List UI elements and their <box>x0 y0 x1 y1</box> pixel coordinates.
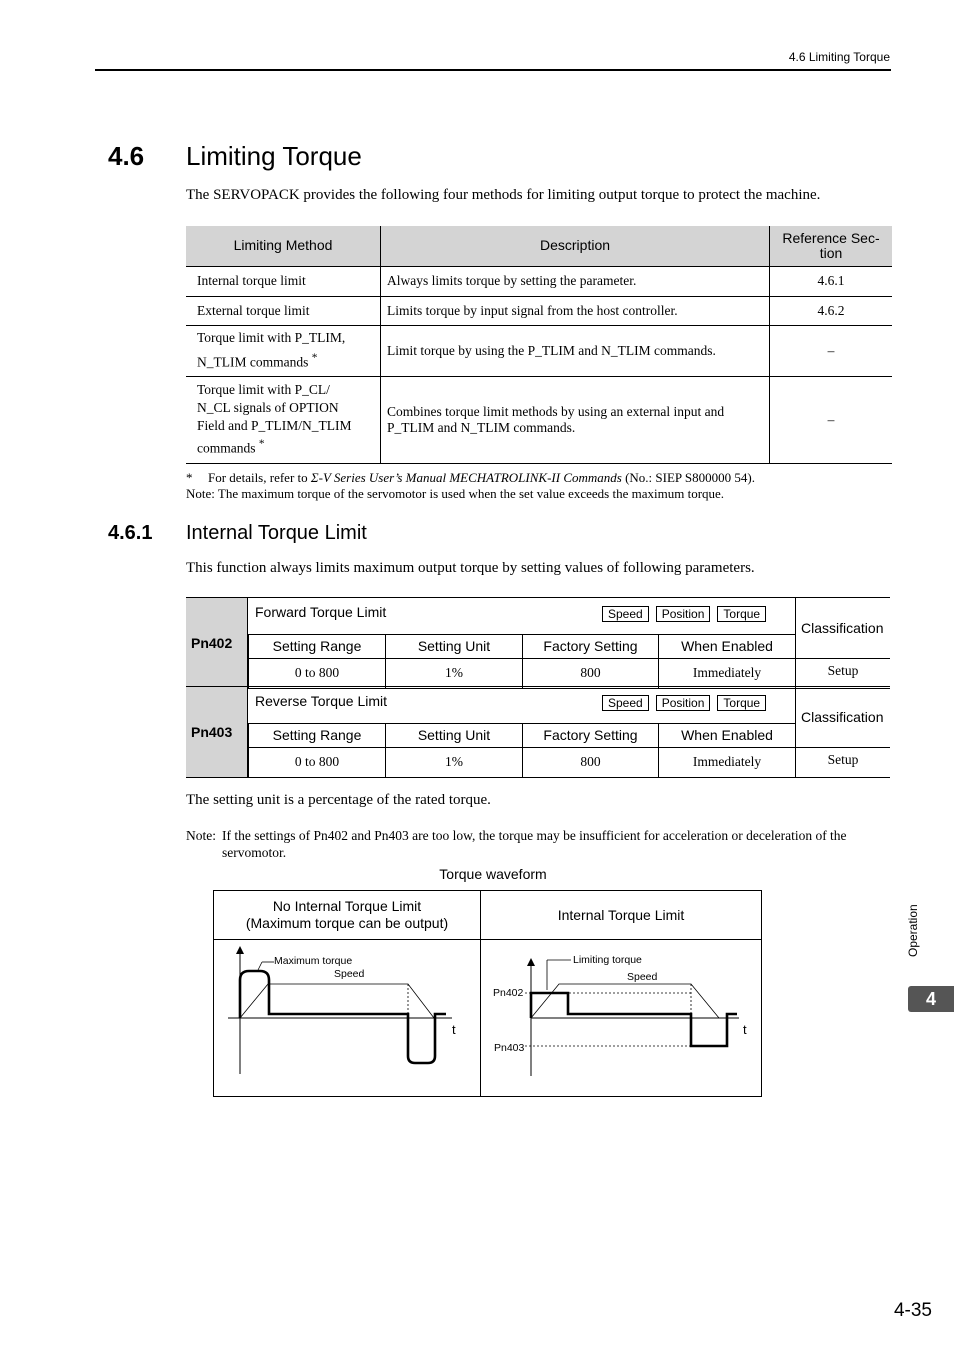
header-rule <box>95 69 891 71</box>
tag-speed: Speed <box>602 606 649 622</box>
waveform-internal-limit <box>481 940 761 1096</box>
torque-note: Note: If the settings of Pn402 and Pn403 are too low, the torque may be insufficient for acceleration or deceleration of the servomotor. <box>186 828 847 860</box>
value-when-enabled: Immediately <box>658 747 795 777</box>
value-when-enabled: Immediately <box>658 658 795 688</box>
description-cell: Combines torque limit methods by using an external input and P_TLIM and N_TLIM commands. <box>381 376 770 463</box>
parameter-number: Pn403 <box>186 687 248 777</box>
parameter-name: Forward Torque Limit <box>255 604 387 620</box>
section-intro: The SERVOPACK provides the following four methods for limiting output torque to protect the machine. <box>186 187 821 203</box>
header-reference-section: Reference Sec- tion <box>770 226 893 266</box>
header-setting-unit: Setting Unit <box>385 634 522 658</box>
footnote-star: * For details, refer to Σ-V Series User’s Manual MECHATROLINK-II Commands (No.: SIEP S800000 54). <box>186 470 755 485</box>
parameter-name: Reverse Torque Limit <box>255 693 388 709</box>
parameter-pn402 <box>186 597 890 689</box>
header-when-enabled: When Enabled <box>658 723 795 747</box>
table-row <box>186 325 892 376</box>
parameter-pn403 <box>186 686 890 778</box>
header-factory-setting: Factory Setting <box>522 723 658 747</box>
waveform-header-left: No Internal Torque Limit (Maximum torque can be output) <box>245 898 449 931</box>
footnotes <box>186 470 755 502</box>
pn403-label: Pn403 <box>494 1042 525 1054</box>
time-label: t <box>452 1022 456 1037</box>
reference-cell: 4.6.2 <box>770 296 893 325</box>
torque-curve <box>531 993 737 1046</box>
unit-note: The setting unit is a percentage of the rated torque. <box>186 792 491 808</box>
limit-torque-label: Limiting torque <box>573 954 642 966</box>
torque-curve <box>240 971 446 1063</box>
method-cell: Torque limit with P_CL/ N_CL signals of OPTION Field and P_TLIM/N_TLIM commands * <box>186 376 381 463</box>
method-cell: External torque limit <box>186 296 381 325</box>
method-cell: Internal torque limit <box>186 266 381 296</box>
header-setting-range: Setting Range <box>248 723 385 747</box>
description-cell: Limit torque by using the P_TLIM and N_TLIM commands. <box>381 325 770 376</box>
pn402-label: Pn402 <box>493 987 524 999</box>
speed-label: Speed <box>334 968 365 980</box>
footnote-note: Note: The maximum torque of the servomotor is used when the set value exceeds the maximum torque. <box>186 486 725 501</box>
max-torque-label: Maximum torque <box>274 955 353 967</box>
classification-label: Classification <box>795 598 890 658</box>
waveform-caption: Torque waveform <box>439 866 547 882</box>
running-head: 4.6 Limiting Torque <box>788 50 890 64</box>
table-row <box>186 296 892 325</box>
chapter-tab: 4 <box>908 986 954 1012</box>
limiting-methods-table <box>186 226 892 464</box>
reference-cell: 4.6.1 <box>770 266 893 296</box>
section-title: Limiting Torque <box>186 141 362 171</box>
classification-value: Setup <box>795 747 890 777</box>
method-cell: Torque limit with P_TLIM, N_TLIM commands * <box>186 325 381 376</box>
header-description: Description <box>381 226 770 266</box>
subsection-title: Internal Torque Limit <box>186 522 367 544</box>
parameter-grid <box>248 634 795 688</box>
tag-torque: Torque <box>717 606 766 622</box>
tag-position: Position <box>656 606 711 622</box>
reference-cell: – <box>770 325 893 376</box>
waveform-header-right: Internal Torque Limit <box>557 907 685 923</box>
reference-cell: – <box>770 376 893 463</box>
speed-label: Speed <box>627 971 658 983</box>
header-setting-unit: Setting Unit <box>385 723 522 747</box>
description-cell: Limits torque by input signal from the host controller. <box>381 296 770 325</box>
table-row <box>186 376 892 463</box>
page-number: 4-35 <box>893 1300 932 1321</box>
time-label: t <box>743 1022 747 1037</box>
subsection-intro: This function always limits maximum output torque by setting values of following parameters. <box>186 560 755 576</box>
header-setting-range: Setting Range <box>248 634 385 658</box>
waveform-no-limit <box>214 940 480 1096</box>
tag-position: Position <box>656 695 711 711</box>
footnote-asterisk: * <box>258 438 265 451</box>
value-setting-range: 0 to 800 <box>248 658 385 688</box>
footnote-asterisk: * <box>311 352 318 365</box>
manual-title: Σ-V Series User’s Manual MECHATROLINK-II Commands <box>310 470 622 485</box>
value-setting-range: 0 to 800 <box>248 747 385 777</box>
tag-torque: Torque <box>717 695 766 711</box>
classification-label: Classification <box>795 687 890 747</box>
control-mode-tags <box>602 606 773 622</box>
parameter-grid <box>248 723 795 777</box>
value-factory-setting: 800 <box>522 658 658 688</box>
header-when-enabled: When Enabled <box>658 634 795 658</box>
control-mode-tags <box>602 695 773 711</box>
description-cell: Always limits torque by setting the parameter. <box>381 266 770 296</box>
tag-speed: Speed <box>602 695 649 711</box>
table-row <box>186 266 892 296</box>
header-limiting-method: Limiting Method <box>186 226 381 266</box>
section-number: 4.6 <box>108 141 145 171</box>
value-factory-setting: 800 <box>522 747 658 777</box>
classification-value: Setup <box>795 658 890 688</box>
subsection-number: 4.6.1 <box>108 522 153 544</box>
value-setting-unit: 1% <box>385 658 522 688</box>
parameter-number: Pn402 <box>186 598 248 688</box>
header-factory-setting: Factory Setting <box>522 634 658 658</box>
chapter-side-label: Operation <box>906 904 920 957</box>
value-setting-unit: 1% <box>385 747 522 777</box>
max-torque-leader <box>258 962 262 970</box>
